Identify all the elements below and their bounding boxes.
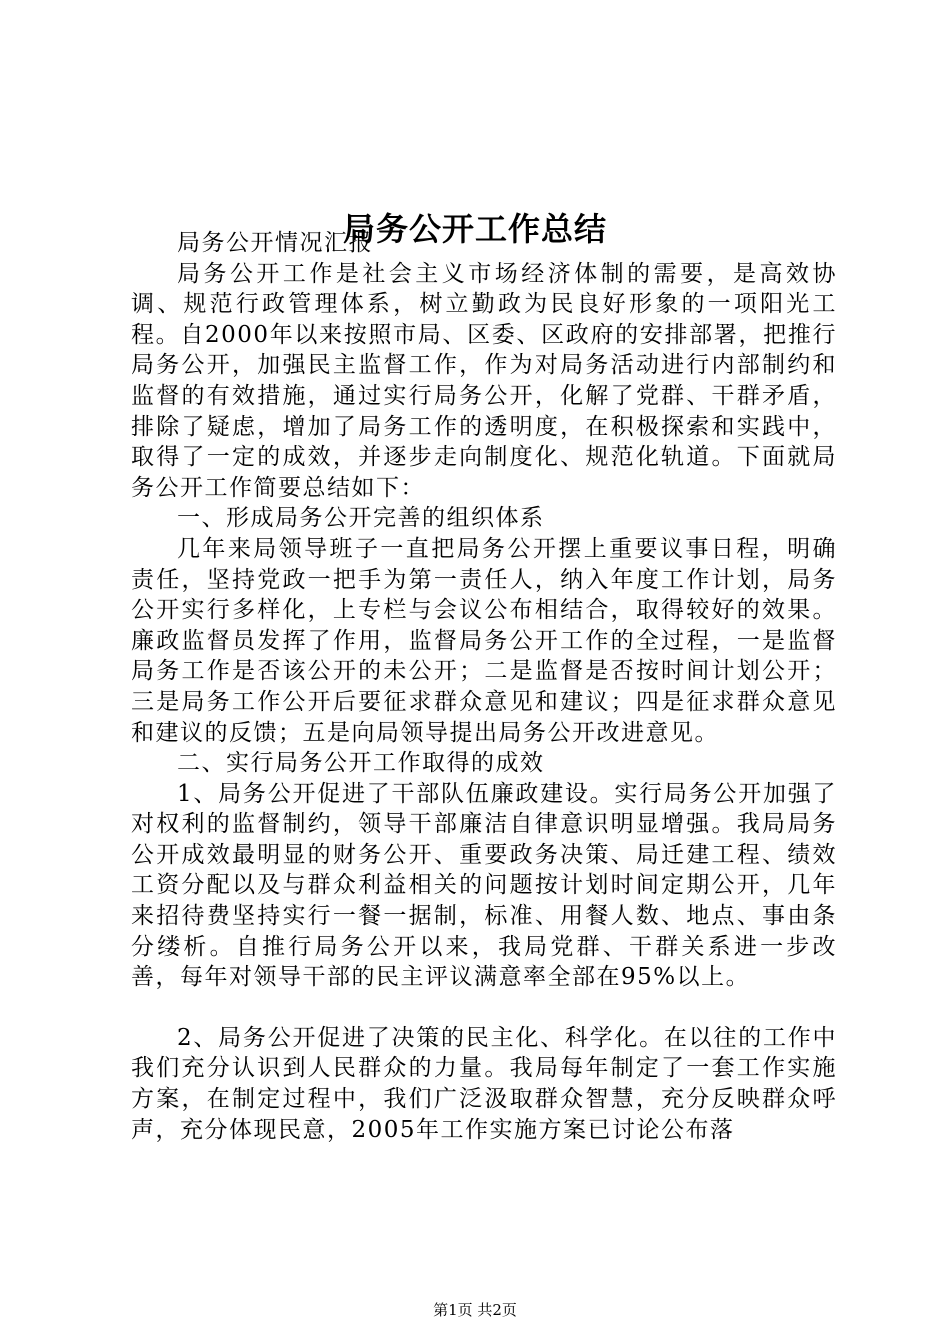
paragraph-section-1: 几年来局领导班子一直把局务公开摆上重要议事日程，明确责任，坚持党政一把手为第一责任人，纳入年度工作计划，局务公开实行多样化，上专栏与会议公布相结合，取得较好的效果。廉政监督员发挥了作用，监督局务公开工作的全过程，一是监督局务工作是否该公开的未公开；二是监督是否按时间计划公开；三是局务工作公开后要征求群众意见和建议；四是征求群众意见和建议的反馈；五是向局领导提出局务公开改进意见。 [131,535,837,746]
paragraph-subtitle: 局务公开情况汇报 [177,230,373,256]
document-title: 局务公开工作总结 [342,210,607,249]
paragraph-intro: 局务公开工作是社会主义市场经济体制的需要，是高效协调、规范行政管理体系，树立勤政为民良好形象的一项阳光工程。自2000年以来按照市局、区委、区政府的安排部署，把推行局务公开，加强民主监督工作，作为对局务活动进行内部制约和监督的有效措施，通过实行局务公开，化解了党群、干群矛盾，排除了疑虑，增加了局务工作的透明度，在积极探索和实践中，取得了一定的成效，并逐步走向制度化、规范化轨道。下面就局务公开工作简要总结如下： [131,260,837,501]
section-heading-2: 二、实行局务公开工作取得的成效 [177,750,545,777]
paragraph-result-1: 1、局务公开促进了干部队伍廉政建设。实行局务公开加强了对权利的监督制约，领导干部廉洁自律意识明显增强。我局局务公开成效最明显的财务公开、重要政务决策、局迁建工程、绩效工资分配以及与群众利益相关的问题按计划时间定期公开，几年来招待费坚持实行一餐一据制，标准、用餐人数、地点、事由条分缕析。自推行局务公开以来，我局党群、干群关系进一步改善，每年对领导干部的民主评议满意率全部在95%以上。 [131,780,837,991]
paragraph-result-2: 2、局务公开促进了决策的民主化、科学化。在以往的工作中我们充分认识到人民群众的力量。我局每年制定了一套工作实施方案，在制定过程中，我们广泛汲取群众智慧，充分反映群众呼声，充分体现民意，2005年工作实施方案已讨论公布落 [131,1024,837,1143]
page-footer: 第1页 共2页 [433,1301,517,1319]
document-body [131,228,837,1145]
section-heading-1: 一、形成局务公开完善的组织体系 [177,505,545,532]
